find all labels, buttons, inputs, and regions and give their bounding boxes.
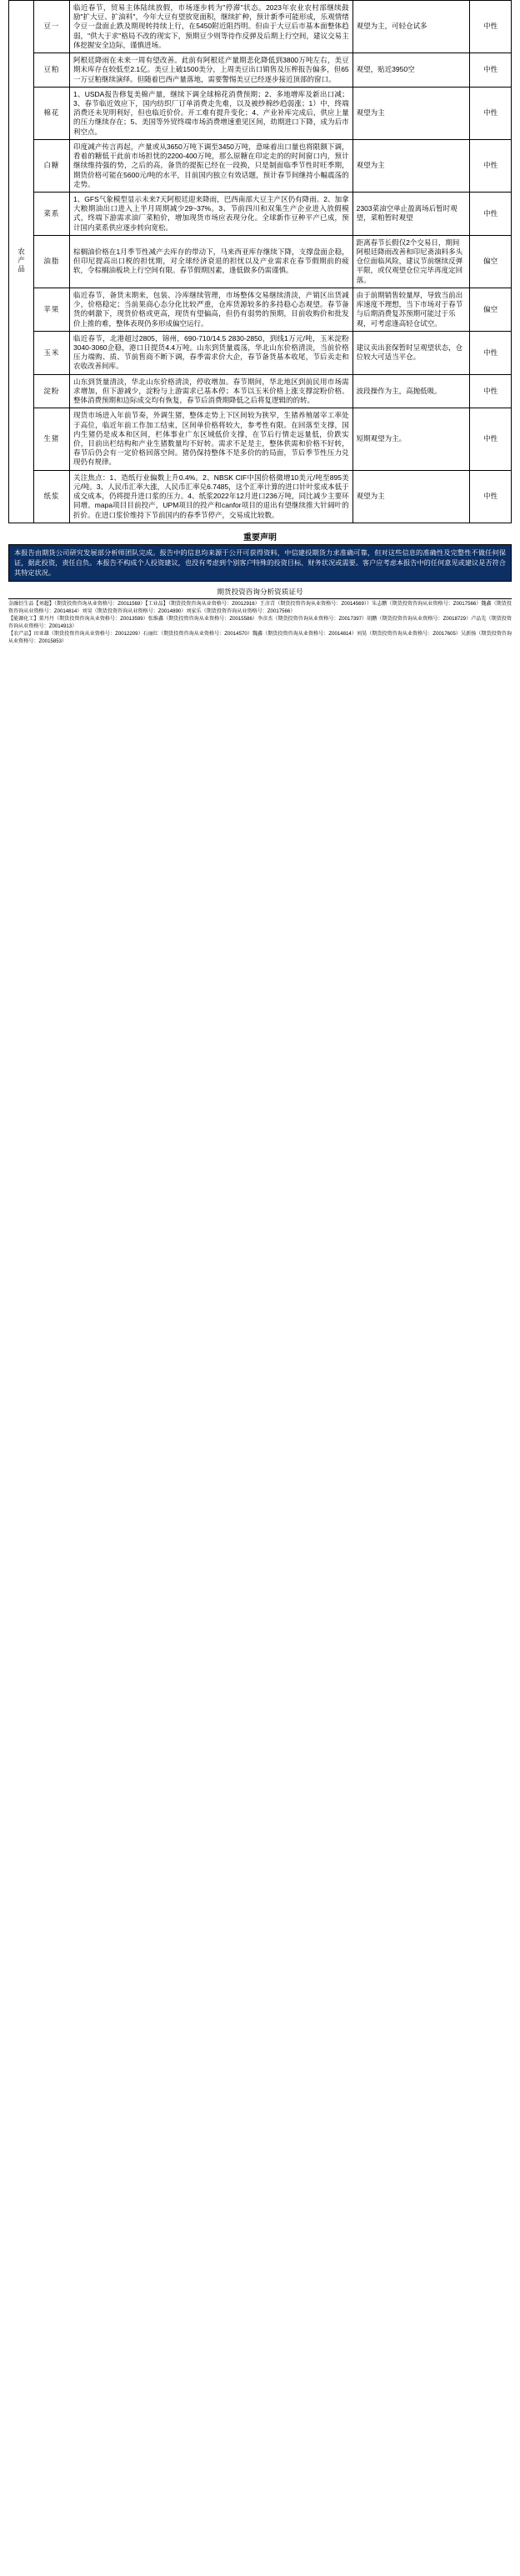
table-row <box>9 331 512 374</box>
product-bias: 中性 <box>470 1 512 53</box>
product-description: 现货市场进入年前节奏，外调生猪，整体走势上下区间较为狭窄，生猪养殖屠宰工率处于高位，临近年前工作加工结束，区间单价格将较大，参考性有限。在回落至支撑，国内生猪仍是成本和区间，栏体事业广东区域低价支撑，在节后行情走远量低，价跌实价，目前出栏结构和产业生猪数量均不好转。需求不足是主，整体供需和价格不好转，春节后仍会有一定价格回落空间。猪仍保持整体不是多价的的局面，节后季节性压力兑现仍有规律。 <box>70 408 353 470</box>
product-description: 山东到货量清淡，华北山东价格清淡，停收增加。春节期间，华北地区到前民用市场需求增加，但下游减少，淀粉与上游需求已基本停；本节以玉米价格上涨支撑淀粉价格。整体消费预期和边际成交均有恢复，春节后消费期降低之后将复逻辑的的转。 <box>70 374 353 408</box>
product-description: 临近春节，北港超过2805，锦州，690-710/14.5 2830-2850，到线1万元/吨，玉米淀粉3040-3060企稳，港口日提货4.4万吨。山东到货量震荡，华北山东价格清淡，当前价格压力端购、质、节前售商不断下调，春季需求价大企，春节备货基本收尾，节后卖走和农收改善间库。 <box>70 331 353 374</box>
product-description: 临近春节，备货末期来，包装、冷库继续管理，市场整体交易继续清淡，产销区出货减少，价格稳定；当前果商心态分化比较严重，仓库货源较多的多持稳心态观望。春节备货的刺激下，现货价格或更高，现货有望偏高，但仍有弱势的预期，目前收购价和批发价上推的难，整体表现仍多形成偏空运行。 <box>70 288 353 331</box>
analyst-footer-line: 金融衍生品【刘超】（期货投资咨询从业资格号：Z0011569）【工业品】（期货投资咨询从业资格号：Z0012916）王彦青（期货投资咨询从业资格号：Z0014569））朱志鹏（期货投资咨询从业资格号：Z0017566）魏鑫（期货投资咨询从业资格号：Z0014814）刘昊（期货投资咨询从业资格号：Z0014890）刘家乐（期货投资咨询从业资格号：Z0017566） <box>8 601 512 615</box>
table-row <box>9 1 512 53</box>
product-name: 豆粕 <box>33 53 69 88</box>
table-body <box>9 1 512 523</box>
product-view: 观望为主 <box>352 139 470 192</box>
product-bias: 中性 <box>470 53 512 88</box>
product-view: 观望为主 <box>352 87 470 139</box>
table-row <box>9 374 512 408</box>
table-row <box>9 139 512 192</box>
product-view: 距离春节长假仅2个交易日，期间阿根廷降雨改善和印尼斋油料多头仓位面临风险，建议节前继续反弹平限，或仅观望仓位完毕再度定回落。 <box>352 235 470 288</box>
product-description: 棕榈油价格在1月季节性减产去库存的带动下，马来西亚库存继续下降，支撑盘面企稳，但印尼提高出口税的担忧期，对全球经济衰退的担忧以及产业需求在春节假期前的疲软，令棕榈油板块上行空间有限。春节假期因素，逢低做多仍需谨慎。 <box>70 235 353 288</box>
product-description: 阿根廷降雨在未来一周有望改善。此前有阿根廷产量期悲化降低到3800万吨左右，美豆期末库存在较低至2.1亿。美豆上破1500美分，上周美豆出口销售及压榨报告偏多，但65一万豆粕继续演绎。但随着巴西产量落地，需要警惕美豆已经逐步接近顶部的窗口。 <box>70 53 353 88</box>
product-view: 短期观望为主。 <box>352 408 470 470</box>
product-view: 波段操作为主，高抛低吸。 <box>352 374 470 408</box>
table-row <box>9 235 512 288</box>
product-view: 观望为主，可轻仓试多 <box>352 1 470 53</box>
analyst-qualification-note: 期货投资咨询分析资质证号 <box>217 588 303 597</box>
declaration-body: 本报告由期货公司研究发展部分析师团队完成。报告中的信息均来源于公开可获得资料，中信建投期货力求准确可靠，但对这些信息的准确性及完整性不做任何保证，据此投资，责任自负。本报告不构成个人投资建议，也没有考虑到个别客户特殊的投资目标、财务状况或需要。客户应考虑本报告中的任何意见或建议是否符合其特定状况。 <box>8 544 512 583</box>
analyst-footer-line: 【农产品】田亚雄（期货投资咨询从业资格号：Z0012209）石丽红（期货投资咨询从业资格号：Z0014570）魏鑫（期货投资咨询从业资格号：Z0014814）刘昊（期货投资咨询从业资格号：Z0017605）吴新扬（期货投资咨询从业资格号：Z0015853） <box>8 630 512 644</box>
table-row <box>9 192 512 235</box>
product-name: 苹果 <box>33 288 69 331</box>
category-cell <box>9 1 34 523</box>
table-row <box>9 87 512 139</box>
product-description: 关注焦点：1、造纸行业偏数上升0.4%。2、NBSK CIF中国价格微增10美元/吨至895美元/吨。3、人民币汇率大涨，人民币汇率兑6.7485，这个汇率计算的进口针叶浆成本低于成交成本，仍将提升进口浆的压力。4、纸浆2022年12月进口236万吨，同比减少主要环同增。mapa项目目前投产，UPM项目的投产和canfor项目的退出有望继续推大针阔叶的折价。在进口浆价维持下节前国内的春季节停产，交易成比较数。 <box>70 470 353 523</box>
declaration-title: 重要声明 <box>243 533 277 543</box>
product-name: 纸浆 <box>33 470 69 523</box>
table-row <box>9 288 512 331</box>
product-name: 玉米 <box>33 331 69 374</box>
product-name: 生猪 <box>33 408 69 470</box>
product-name: 油脂 <box>33 235 69 288</box>
product-name: 淀粉 <box>33 374 69 408</box>
product-description: 1、GFS气象模型显示未来7天阿根廷迎来降雨，巴西南部大豆主产区仍有降雨。2、加拿大粮期油出口进入上半月周期减少29~37%。3、节前四川和双集生产企业进入放假模式，终端下游需求油厂菜粕价，增加现货市场应表现分化。全球新作豆种平产已成，预计国内菜系供应逐步转向宽松。 <box>70 192 353 235</box>
analyst-footer <box>8 598 512 645</box>
product-description: 临近春节，贸易主体陆续放假，市场逐步转为"停滞"状态。2023年农业农村部继续鼓励"扩大豆、扩油料"，今年大豆有望放宽面积，继续扩种，预计新季可能形成，乐观情绪令豆一盘面止跌及期现转持续上行，在5450附近阻挡明。但由于大豆后市基本面整体趋弱，"供大于求"格局不改的现实下，预期豆少则等待作反弹及后期上行空间，建议交易主体挖握安全边际，谨慎进场。 <box>70 1 353 53</box>
product-name: 棉花 <box>33 87 69 139</box>
product-view: 2303菜油空单止盈离场后暂时观望，菜粕暂时观望 <box>352 192 470 235</box>
report-page <box>0 0 520 645</box>
product-description: 1、USDA报告修复美棉产量，继续下调全球棉花消费预期；2、多地增库及新出口减；3、春节临近效应下，国内纺织厂订单消费走先难，以及被纱棉纱趋弱涨；1）中，终端消费还未见明利好，但也临近价价。开工难有提升变化；4、产业补库完成后，供应上量的压力继续存在；5、美国等外贸终端市场消费增速重见区间，幼期进口下降，成为后市利空点。 <box>70 87 353 139</box>
product-name: 菜系 <box>33 192 69 235</box>
product-bias: 偏空 <box>470 235 512 288</box>
commodity-outlook-table <box>8 0 512 523</box>
product-name: 白糖 <box>33 139 69 192</box>
product-bias: 中性 <box>470 331 512 374</box>
product-view: 观望，贴近3950空 <box>352 53 470 88</box>
product-bias: 中性 <box>470 87 512 139</box>
product-name: 豆一 <box>33 1 69 53</box>
product-view: 观望为主 <box>352 470 470 523</box>
product-bias: 偏空 <box>470 288 512 331</box>
product-description: 印度减产传言再起，产量或从3650万吨下调至3450万吨，意味着出口量也将限额下调，看着的糖低干此前市场担忧的2200-400万吨，那么原糖在印定走的的时间窗口内，预计继续维持强的势，之后的高，备货的提振已经在一段换，只是制面临季节性时旺季期，期货价格可能在5600元/吨的水平，目前国内独立有效话题，预计春节间继持小幅震荡的走势。 <box>70 139 353 192</box>
product-view: 由于前期销售较量厚，导致当前出库速度不理想，当下市场对于春节与后期消费复苏预期可能过于乐观，可考虑逢高轻仓试空。 <box>352 288 470 331</box>
table-row <box>9 53 512 88</box>
product-bias: 中性 <box>470 374 512 408</box>
product-bias: 中性 <box>470 192 512 235</box>
product-bias: 中性 <box>470 139 512 192</box>
table-row <box>9 470 512 523</box>
product-bias: 中性 <box>470 470 512 523</box>
category-label: 农产品 <box>17 247 26 273</box>
product-bias: 中性 <box>470 408 512 470</box>
product-view: 建议卖出套保暂时呈观望状态，仓位较大可适当平仓。 <box>352 331 470 374</box>
analyst-footer-line: 【能源化工】董丹丹（期货投资咨询从业资格号：Z0013599）张维鑫（期货投资咨询从业资格号：Z0015586）李彦杰（期货投资咨询从业资格号：Z0017397）胡鹏（期货投资咨询从业资格号：Z0018729）卢品先（期货投资咨询从业资格号：Z0014913） <box>8 616 512 629</box>
table-row <box>9 408 512 470</box>
